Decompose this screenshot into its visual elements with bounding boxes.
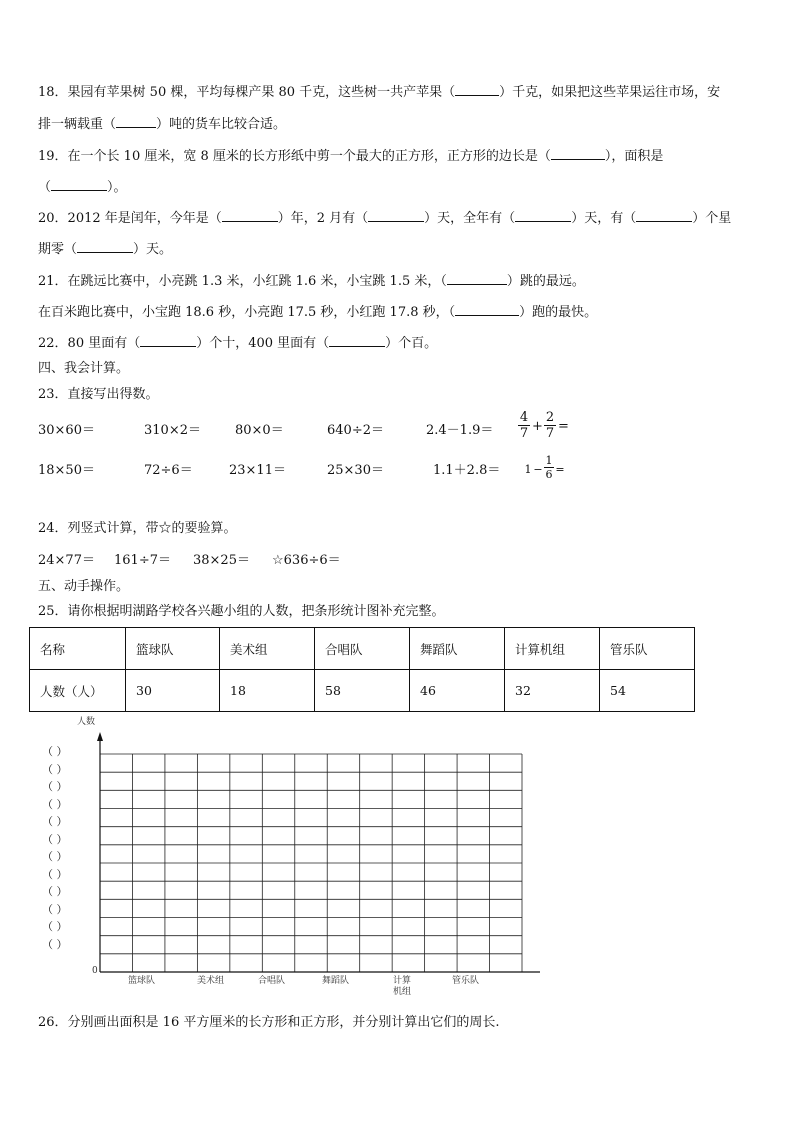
q19-line2: （ ）。 <box>38 177 127 197</box>
x-tick-label: 舞蹈队 <box>322 976 350 986</box>
fraction-expression-2: 1 − $\frac{1}{6}$ = <box>524 454 565 481</box>
chart-grid <box>100 754 522 972</box>
interest-group-table <box>29 627 695 712</box>
answer-blank[interactable] <box>368 208 424 222</box>
vertical-calc-item: 24×77＝ <box>38 553 95 568</box>
table-cell: 管乐队 <box>600 628 695 670</box>
calc-item: 1.1＋2.8＝ <box>433 463 501 478</box>
vertical-calc-item: 38×25＝ <box>193 553 250 568</box>
calc-item: 72÷6＝ <box>144 463 193 478</box>
answer-blank[interactable] <box>636 208 692 222</box>
q21-line1: 21．在跳远比赛中，小亮跳 1.3 米，小红跳 1.6 米，小宝跳 1.5 米，（ ）跳的最远。 <box>38 271 585 291</box>
y-tick-placeholder[interactable]: （ ） <box>42 780 68 793</box>
answer-blank[interactable] <box>447 271 507 285</box>
q18-line1: 18．果园有苹果树 50 棵，平均每棵产果 80 千克，这些树一共产苹果（ ）千克，如果把这些苹果运往市场，安 <box>38 82 720 102</box>
y-tick-placeholder[interactable]: （ ） <box>42 762 68 776</box>
vertical-calc-item: 161÷7＝ <box>114 553 171 568</box>
q25-title: 25．请你根据明湖路学校各兴趣小组的人数，把条形统计图补充完整。 <box>38 604 445 619</box>
table-cell: 18 <box>220 670 315 712</box>
table-cell: 计算机组 <box>505 628 600 670</box>
table-cell: 人数（人） <box>30 670 126 712</box>
answer-blank[interactable] <box>116 114 156 128</box>
y-tick-placeholder[interactable]: （ ） <box>42 902 68 916</box>
calc-item: 310×2＝ <box>144 423 201 438</box>
answer-blank[interactable] <box>222 208 278 222</box>
answer-blank[interactable] <box>51 177 107 191</box>
table-cell: 32 <box>505 670 600 712</box>
calc-item: 2.4－1.9＝ <box>426 423 494 438</box>
y-tick-placeholder[interactable]: （ ） <box>42 850 68 863</box>
calc-item: 18×50＝ <box>38 463 95 478</box>
answer-blank[interactable] <box>329 333 385 347</box>
calc-item: 30×60＝ <box>38 423 95 438</box>
calc-item: 23×11＝ <box>229 463 286 478</box>
x-tick-label: 美术组 <box>197 976 225 986</box>
y-tick-placeholder[interactable]: （ ） <box>42 885 68 898</box>
q20-line2: 期零（ ）天。 <box>38 239 172 259</box>
y-axis-arrow <box>97 732 103 741</box>
q18-line2: 排一辆载重（ ）吨的货车比较合适。 <box>38 114 286 134</box>
calc-item: 25×30＝ <box>327 463 384 478</box>
table-header-row <box>30 628 695 670</box>
table-cell: 30 <box>126 670 220 712</box>
table-cell: 46 <box>410 670 505 712</box>
answer-blank[interactable] <box>140 333 196 347</box>
y-tick-placeholder[interactable]: （ ） <box>42 832 68 846</box>
x-tick-label: 计算 机组 <box>393 976 412 997</box>
table-cell: 美术组 <box>220 628 315 670</box>
x-tick-label: 合唱队 <box>258 976 286 986</box>
y-axis-label: 人数 <box>77 717 96 727</box>
y-tick-placeholder[interactable]: （ ） <box>42 920 68 933</box>
q19-line1: 19．在一个长 10 厘米，宽 8 厘米的长方形纸中剪一个最大的正方形，正方形的边长是（ ），面积是 <box>38 146 663 166</box>
vertical-calc-item: ☆636÷6＝ <box>272 553 341 568</box>
calc-item: 80×0＝ <box>235 423 284 438</box>
q26-text: 26．分别画出面积是 16 平方厘米的长方形和正方形，并分别计算出它们的周长. <box>38 1015 500 1030</box>
answer-blank[interactable] <box>77 239 133 253</box>
table-cell: 合唱队 <box>315 628 410 670</box>
table-row <box>30 670 695 712</box>
calc-item: 640÷2＝ <box>327 423 384 438</box>
q23-title: 23．直接写出得数。 <box>38 387 159 402</box>
y-tick-placeholder[interactable]: （ ） <box>42 745 68 758</box>
y-tick-placeholder[interactable]: （ ） <box>42 815 68 828</box>
table-cell: 舞蹈队 <box>410 628 505 670</box>
y-tick-placeholder[interactable]: （ ） <box>42 867 68 881</box>
table-cell: 54 <box>600 670 695 712</box>
table-cell: 58 <box>315 670 410 712</box>
fraction-expression-1: $\frac{4}{7}$ + $\frac{2}{7}$ = <box>519 410 569 441</box>
answer-blank[interactable] <box>551 146 605 160</box>
section-4-heading: 四、我会计算。 <box>38 361 130 376</box>
y-tick-placeholder[interactable]: （ ） <box>42 937 68 951</box>
answer-blank[interactable] <box>455 82 499 96</box>
y-tick-placeholder[interactable]: （ ） <box>42 797 68 811</box>
answer-blank[interactable] <box>455 302 519 316</box>
q24-title: 24．列竖式计算，带☆的要验算。 <box>38 521 237 536</box>
answer-blank[interactable] <box>515 208 571 222</box>
q21-line2: 在百米跑比赛中，小宝跑 18.6 秒，小亮跑 17.5 秒，小红跑 17.8 秒，（ ）跑的最快。 <box>38 302 597 322</box>
q22-line: 22．80 里面有（ ）个十，400 里面有（ ）个百。 <box>38 333 437 353</box>
origin-label: 0 <box>92 966 98 976</box>
table-cell: 名称 <box>30 628 126 670</box>
q20-line1: 20．2012 年是闰年，今年是（ ）年，2 月有（ ）天，全年有（ ）天，有（ ）个星 <box>38 208 731 228</box>
table-cell: 篮球队 <box>126 628 220 670</box>
section-5-heading: 五、动手操作。 <box>38 579 130 594</box>
x-tick-label: 管乐队 <box>452 976 480 986</box>
x-tick-label: 篮球队 <box>128 976 156 986</box>
